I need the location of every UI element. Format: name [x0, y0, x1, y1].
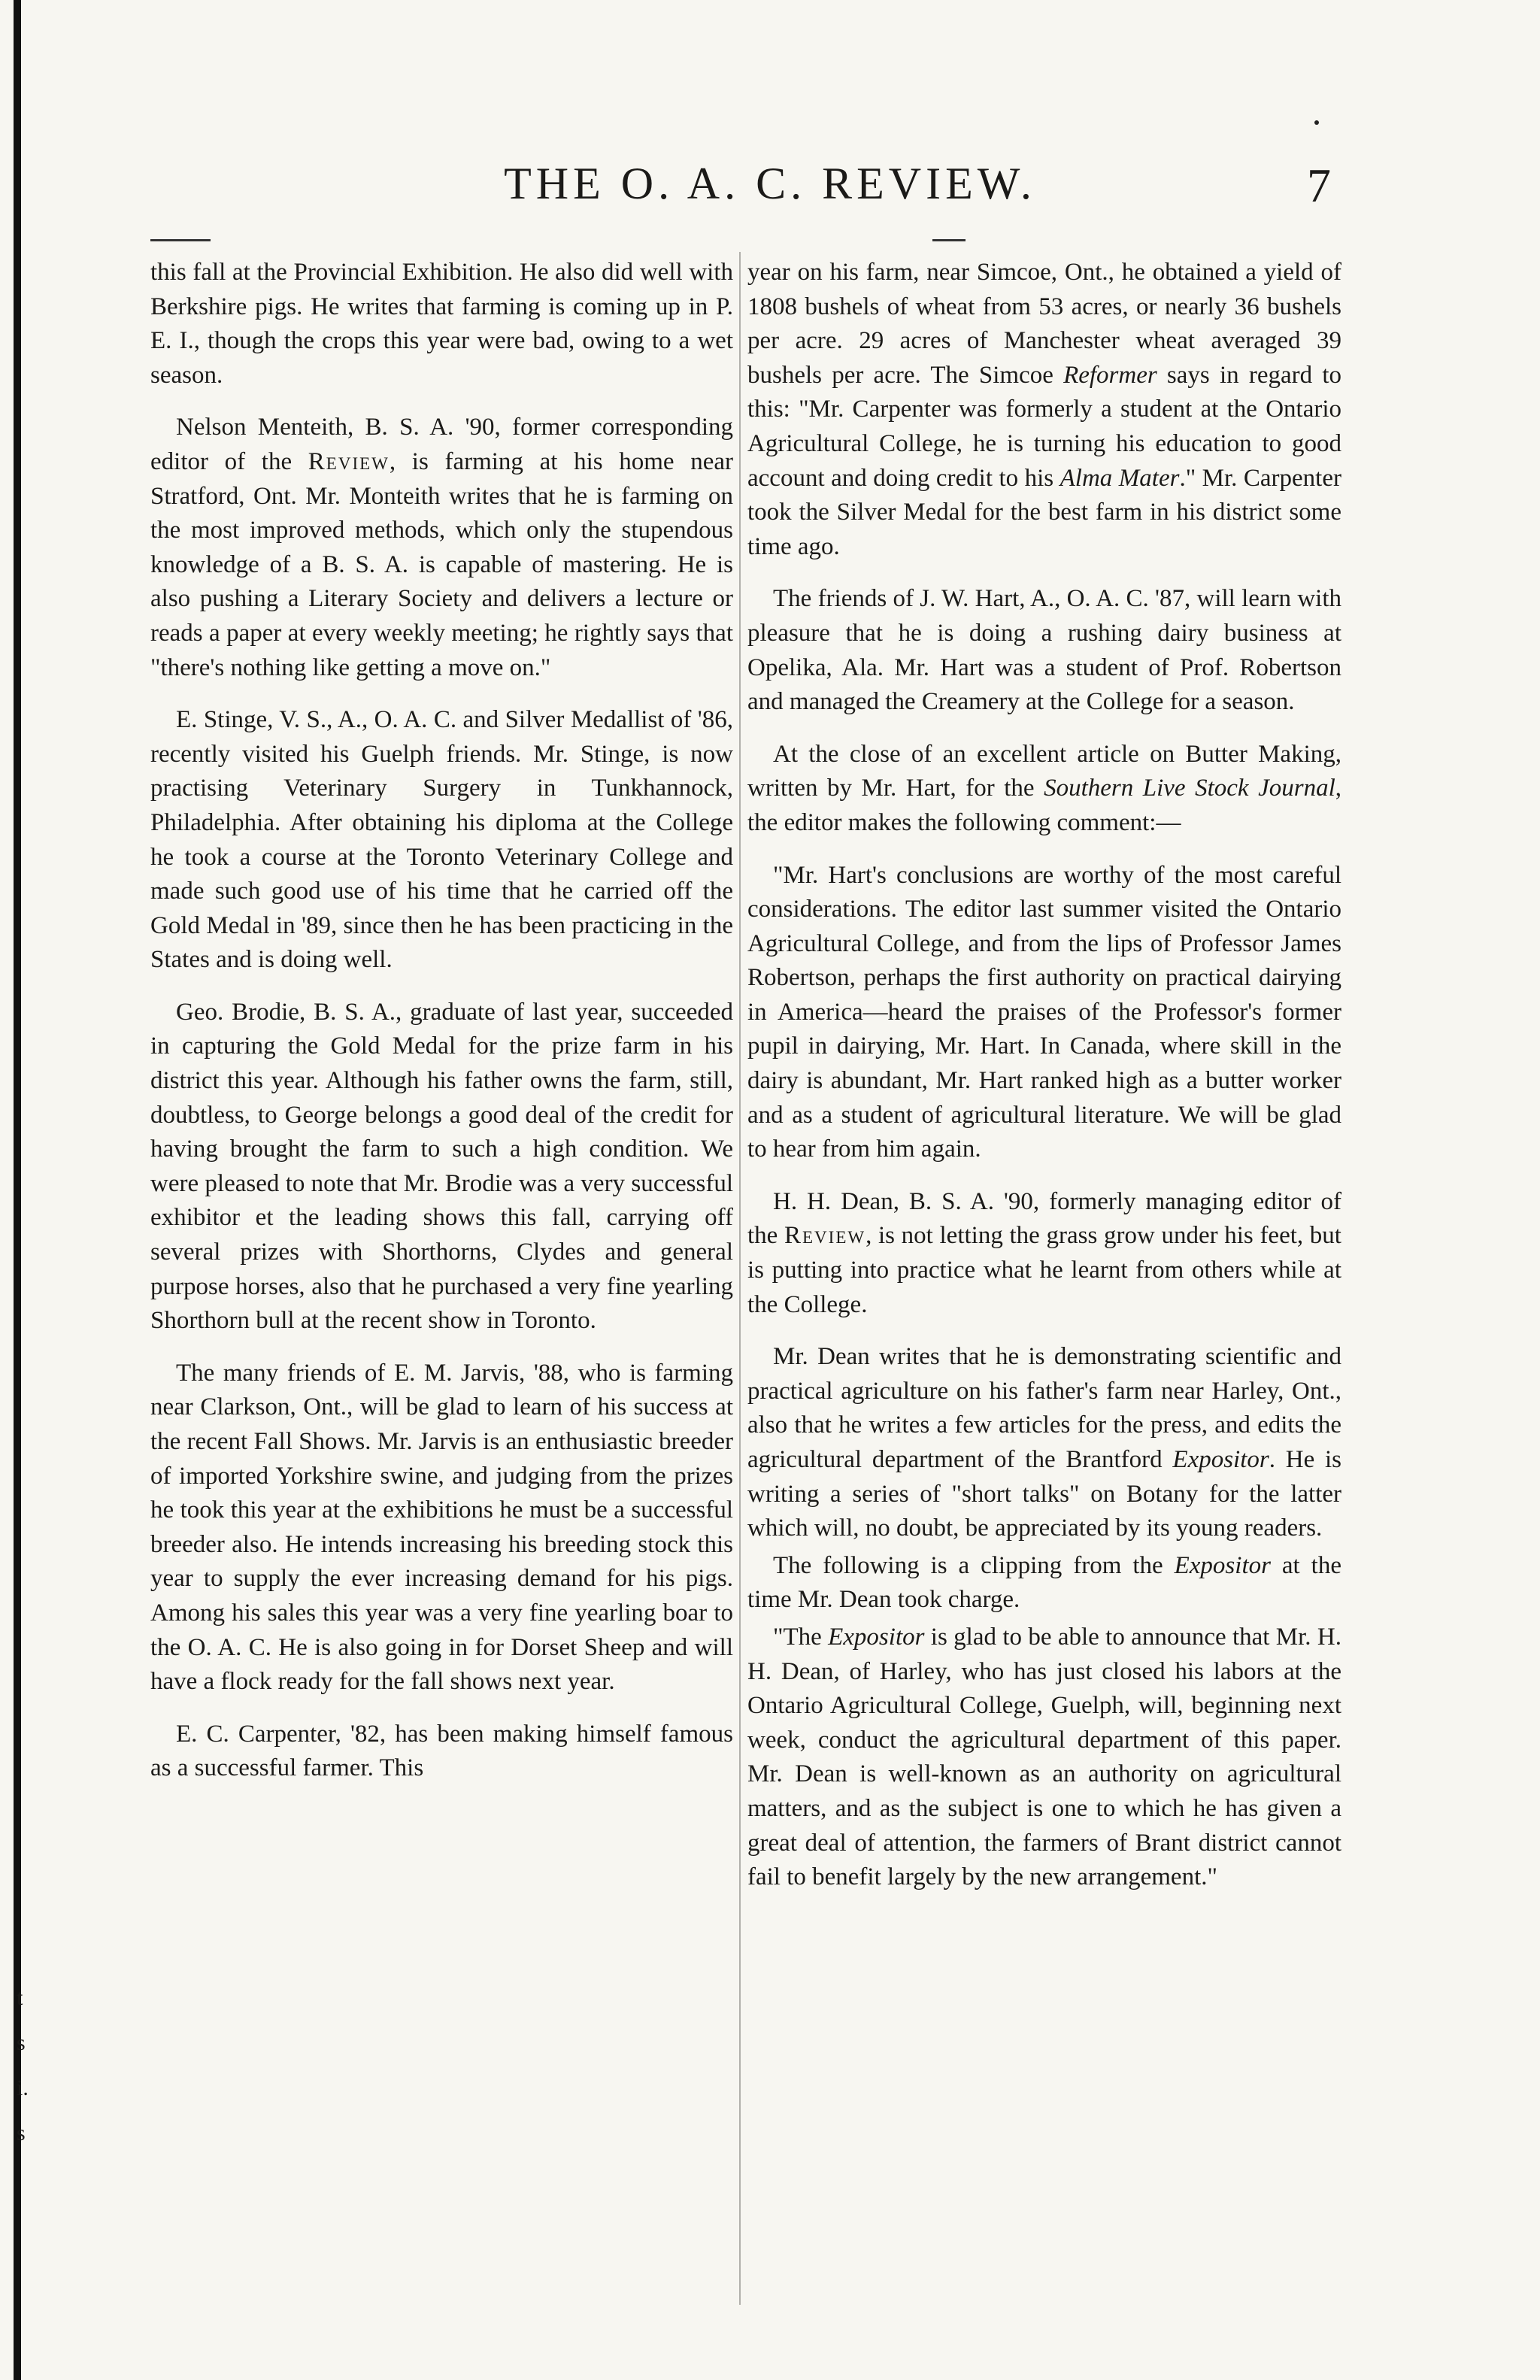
paragraph-e-m-jarvis: The many friends of E. M. Jarvis, '88, who is farming near Clarkson, Ont., will be glad to learn of his success at the recent Fall Shows. Mr. Jarvis is an enthusiastic breeder of imported Yorkshire swine, and judging from the prizes he took this year at the exhibitions he must be a successful breeder also. He intends increasing his breeding stock this year to supply the ever increasing demand for his pigs. Among his sales this year was a very fine yearling boar to the O. A. C. He is also going in for Dorset Sheep and will have a flock ready for the fall shows next year. [150, 1359, 733, 1696]
paragraph-e-stinge: E. Stinge, V. S., A., O. A. C. and Silver Medallist of '86, recently visited his Guelph friends. Mr. Stinge, is now practising Veterinary Surgery in Tunkhannock, Philadelphia. After obtaining his diploma at the College he took a course at the Toronto Veterinary College and made such good use of his time that he carried off the Gold Medal in '89, since then he has been practicing in the States and is doing well. [150, 706, 733, 974]
page-header-title: THE O. A. C. REVIEW. [504, 159, 1036, 208]
paragraph-e-c-carpenter: E. C. Carpenter, '82, has been making himself famous as a successful farmer. This [150, 1720, 733, 1782]
expositor-title: Expositor [1172, 1446, 1269, 1473]
header-rule-left [150, 239, 211, 241]
margin-letter: s [17, 2030, 26, 2055]
right-column [747, 256, 1341, 2316]
margin-letter: i. [17, 2075, 29, 2100]
journal-title: Southern Live Stock Journal [1044, 775, 1335, 802]
review-name: Review [784, 1222, 866, 1250]
paragraph-dean-writes: Mr. Dean writes that he is demonstrating scientific and practical agriculture on his father's farm near Harley, Ont., also that he writes a few articles for the press, and edits the agricultural department of the Brantford Expositor. He is writing a series of "short talks" on Botany for the latter which will, no doubt, be appreciated by its young readers. [747, 1343, 1341, 1542]
paragraph-expositor-announcement: "The Expositor is glad to be able to announce that Mr. H. H. Dean, of Harley, who has just closed his labors at the Ontario Agricultural College, Guelph, will, beginning next week, conduct the agricultural department of this paper. Mr. Dean is well-known as an authority on agricultural matters, and as the subject is one to which he has given a great deal of attention, the farmers of Brant district cannot fail to benefit largely by the new arrangement." [747, 1623, 1341, 1891]
reformer-title: Reformer [1063, 361, 1157, 389]
left-column [150, 256, 733, 2316]
paragraph-nelson-menteith: Nelson Menteith, B. S. A. '90, former corresponding editor of the Review, is farming at his home near Stratford, Ont. Mr. Monteith writes that he is farming on the most improved methods, which only the stupendous knowledge of a B. S. A. is capable of mastering. He is also pushing a Literary Society and delivers a lecture or reads a paper at every weekly meeting; he rightly says that "there's nothing like getting a move on." [150, 414, 734, 681]
scan-edge-bar [14, 0, 21, 2380]
paragraph-j-w-hart: The friends of J. W. Hart, A., O. A. C. '87, will learn with pleasure that he is doing a rushing dairy business at Opelika, Ala. Mr. Hart was a student of Prof. Robertson and managed the Creamery at the College for a season. [747, 585, 1341, 716]
expositor-title: Expositor [828, 1623, 925, 1651]
header-rule-right [932, 239, 966, 241]
margin-letter: s [17, 2121, 26, 2145]
column-divider [739, 252, 741, 2305]
paragraph-hart-quote: "Mr. Hart's conclusions are worthy of the most careful considerations. The editor last summer visited the Ontario Agricultural College, and from the lips of Professor James Robertson, perhaps the first authority on practical dairying in America—heard the praises of the Professor's former pupil in dairying, Mr. Hart. In Canada, where skill in the dairy is abundant, Mr. Hart ranked high as a butter worker and as a student of agricultural literature. We will be glad to hear from him again. [747, 861, 1341, 1163]
paragraph-geo-brodie: Geo. Brodie, B. S. A., graduate of last year, succeeded in capturing the Gold Medal for the prize farm in his district this year. Although his father owns the farm, still, doubtless, to George belongs a good deal of the credit for having brought the farm to such a high condition. We were pleased to note that Mr. Brodie was a very successful exhibitor et the leading shows this fall, carrying off several prizes with Shorthorns, Clydes and general purpose horses, also that he purchased a very fine yearling Shorthorn bull at the recent show in Toronto. [150, 998, 733, 1335]
alma-mater-text: Alma Mater [1060, 464, 1180, 492]
paragraph-clipping-intro: The following is a clipping from the Expositor at the time Mr. Dean took charge. [747, 1551, 1342, 1614]
expositor-title: Expositor [1174, 1551, 1271, 1579]
paragraph-h-h-dean: H. H. Dean, B. S. A. '90, formerly managing editor of the Review, is not letting the grass grow under his feet, but is putting into practice what he learnt from others while at the College. [747, 1187, 1341, 1318]
paragraph-butter-making: At the close of an excellent article on Butter Making, written by Mr. Hart, for the Southern Live Stock Journal, the editor makes the following comment:— [747, 740, 1341, 836]
paragraph-provincial-exhibition: this fall at the Provincial Exhibition. He also did well with Berkshire pigs. He writes that farming is coming up in P. E. I., though the crops this year were bad, owing to a wet season. [150, 259, 733, 389]
page-number: 7 [1307, 159, 1331, 212]
scan-speck [1314, 120, 1319, 125]
margin-letter: t [17, 1985, 23, 2010]
paragraph-carpenter-continued: year on his farm, near Simcoe, Ont., he obtained a yield of 1808 bushels of wheat from 53 acres, or nearly 36 bushels per acre. 29 acres of Manchester wheat averaged 39 bushels per acre. The Simcoe Reformer says in regard to this: "Mr. Carpenter was formerly a student at the Ontario Agricultural College, he is turning his education to good account and doing credit to his Alma Mater." Mr. Carpenter took the Silver Medal for the best farm in his district some time ago. [747, 259, 1341, 560]
review-name: Review [308, 447, 390, 475]
